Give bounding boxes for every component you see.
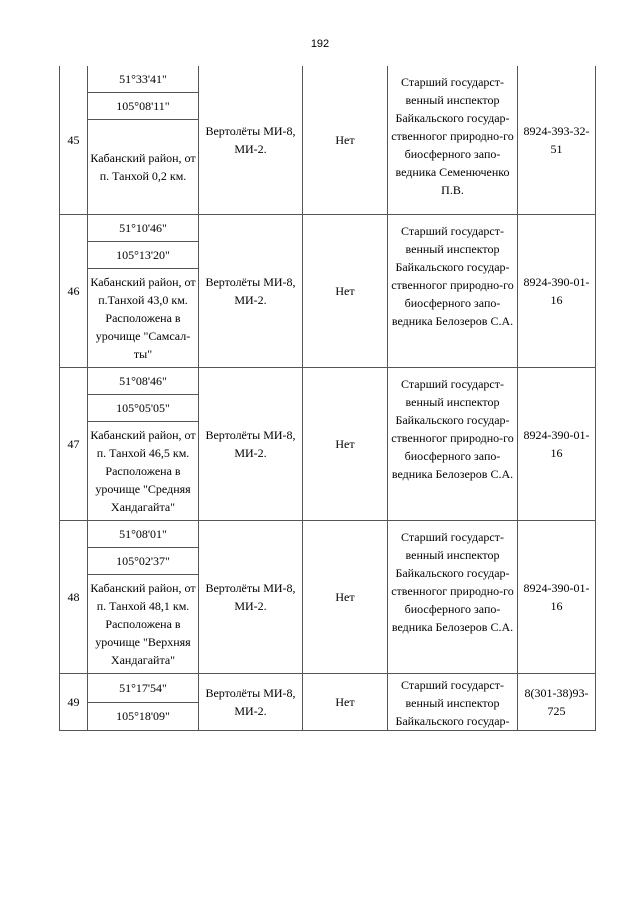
transport-cell: Вертолёты МИ-8, МИ-2. xyxy=(199,215,303,368)
phone-cell: 8924-390-01-16 xyxy=(518,521,596,674)
phone-cell: 8924-390-01-16 xyxy=(518,368,596,521)
table-row xyxy=(60,215,596,242)
location-cell: Кабанский район, от п. Танхой 0,2 км. xyxy=(88,120,199,215)
flag-cell: Нет xyxy=(303,368,388,521)
latitude-cell: 51°10'46" xyxy=(88,215,199,242)
inspector-cell: Старший государст-венный инспектор Байкальского государ-ственногог природно-го биосферного запо-ведника Белозеров С.А. xyxy=(388,215,518,368)
page-number: 192 xyxy=(310,38,330,50)
flag-cell: Нет xyxy=(303,521,388,674)
longitude-cell: 105°08'11" xyxy=(88,93,199,120)
table-row xyxy=(60,66,596,93)
phone-cell: 8924-393-32-51 xyxy=(518,66,596,215)
inspector-cell: Старший государст-венный инспектор Байкальского государ-ственногог природно-го биосферного запо-ведника Белозеров С.А. xyxy=(388,521,518,674)
location-cell: Кабанский район, от п. Танхой 48,1 км. Расположена в урочище "Верхняя Хандагайта" xyxy=(88,575,199,674)
row-number: 45 xyxy=(60,66,88,215)
longitude-cell: 105°13'20" xyxy=(88,242,199,269)
inspector-cell: Старший государст-венный инспектор Байкальского государ-ственногог природно-го биосферного запо-ведника Белозеров С.А. xyxy=(388,368,518,521)
row-number: 49 xyxy=(60,674,88,731)
latitude-cell: 51°08'01" xyxy=(88,521,199,548)
flag-cell: Нет xyxy=(303,674,388,731)
inspector-cell: Старший государст-венный инспектор Байкальского государ-ственногог природно-го биосферного запо-ведника Семенюченко П.В. xyxy=(388,66,518,215)
helipad-table xyxy=(59,66,596,731)
table-row xyxy=(60,521,596,548)
table-row xyxy=(60,368,596,395)
flag-cell: Нет xyxy=(303,66,388,215)
inspector-cell: Старший государст-венный инспектор Байкальского государ- xyxy=(388,674,518,731)
longitude-cell: 105°18'09" xyxy=(88,702,199,731)
phone-cell: 8924-390-01-16 xyxy=(518,215,596,368)
latitude-cell: 51°33'41" xyxy=(88,66,199,93)
latitude-cell: 51°17'54" xyxy=(88,674,199,703)
row-number: 48 xyxy=(60,521,88,674)
transport-cell: Вертолёты МИ-8, МИ-2. xyxy=(199,368,303,521)
transport-cell: Вертолёты МИ-8, МИ-2. xyxy=(199,674,303,731)
location-cell: Кабанский район, от п.Танхой 43,0 км. Расположена в урочище "Самсал-ты" xyxy=(88,269,199,368)
flag-cell: Нет xyxy=(303,215,388,368)
longitude-cell: 105°02'37" xyxy=(88,548,199,575)
transport-cell: Вертолёты МИ-8, МИ-2. xyxy=(199,66,303,215)
row-number: 46 xyxy=(60,215,88,368)
longitude-cell: 105°05'05" xyxy=(88,395,199,422)
phone-cell: 8(301-38)93-725 xyxy=(518,674,596,731)
location-cell: Кабанский район, от п. Танхой 46,5 км. Расположена в урочище "Средняя Хандагайта" xyxy=(88,422,199,521)
table-row xyxy=(60,674,596,703)
row-number: 47 xyxy=(60,368,88,521)
transport-cell: Вертолёты МИ-8, МИ-2. xyxy=(199,521,303,674)
latitude-cell: 51°08'46" xyxy=(88,368,199,395)
